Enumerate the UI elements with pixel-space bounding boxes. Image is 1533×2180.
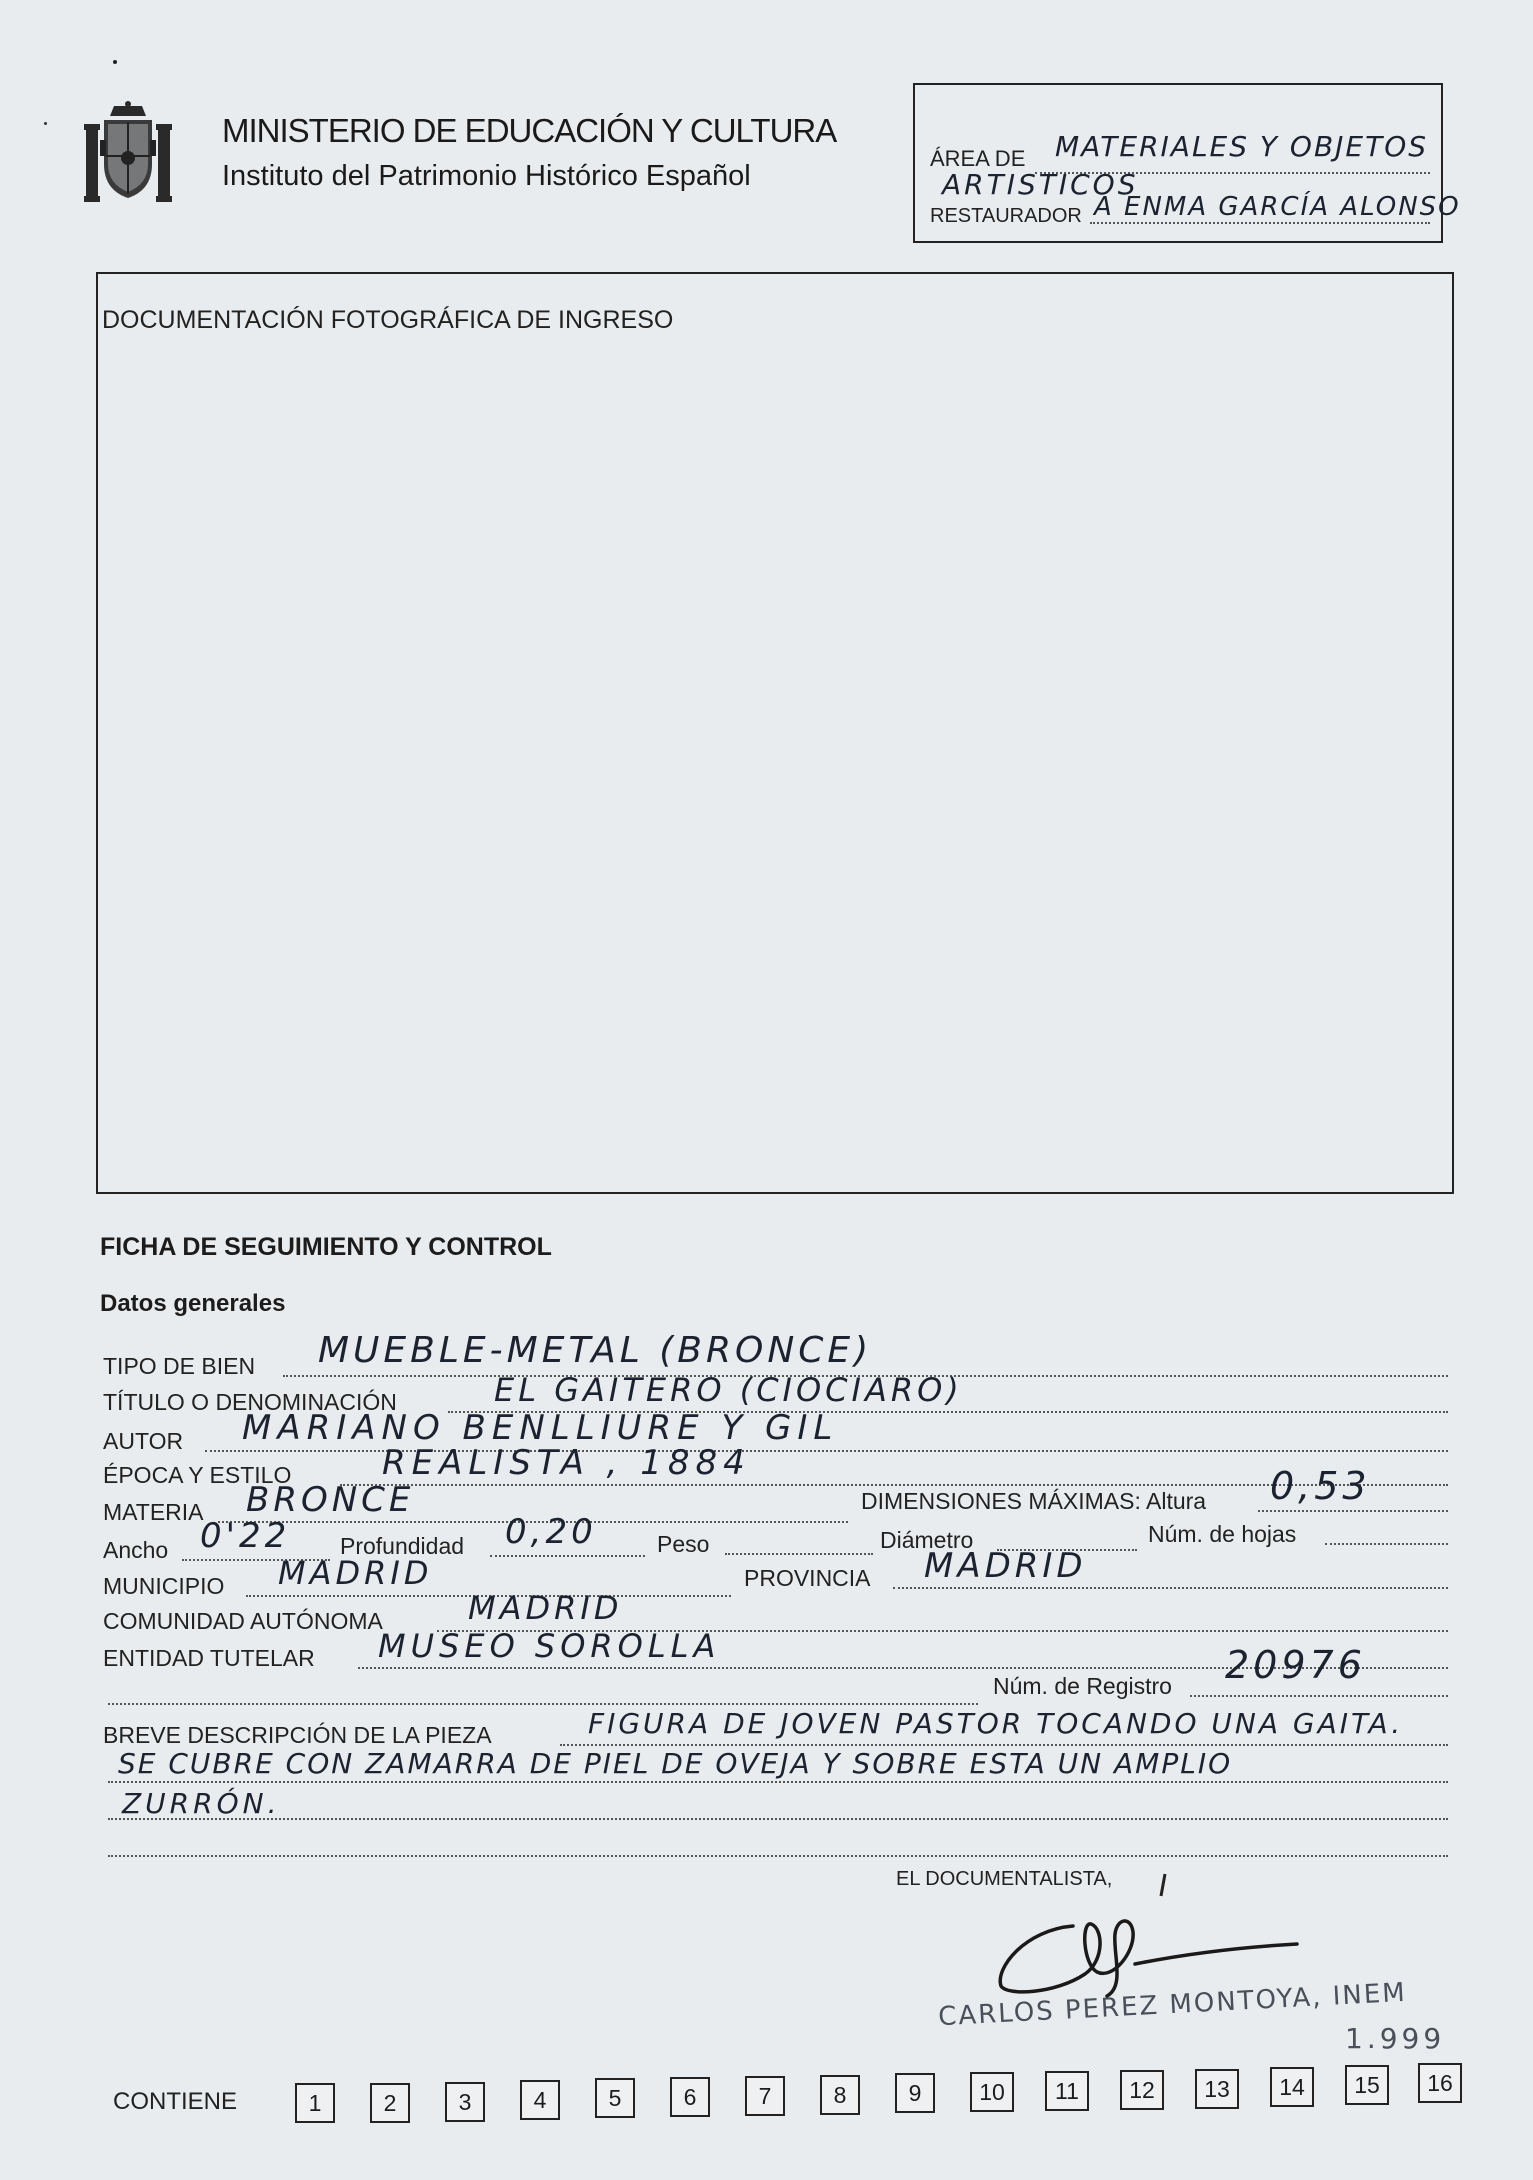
peso-dotted-line [725, 1553, 873, 1555]
altura-value: 0,53 [1270, 1464, 1371, 1508]
descripcion-dotted-line-3 [108, 1818, 1448, 1820]
registro-dotted-line [1190, 1695, 1448, 1697]
ministry-name: MINISTERIO DE EDUCACIÓN Y CULTURA [222, 112, 837, 149]
tipo-label: TIPO DE BIEN [103, 1353, 256, 1379]
contiene-box: 4 [520, 2080, 560, 2120]
contiene-box: 14 [1270, 2067, 1314, 2107]
registro-value: 20976 [1225, 1643, 1366, 1687]
descripcion-dotted-line-4 [108, 1855, 1448, 1857]
descripcion-line-1: FIGURA DE JOVEN PASTOR TOCANDO UNA GAITA. [588, 1707, 1404, 1740]
autor-value: MARIANO BENLLIURE Y GIL [242, 1408, 839, 1448]
municipio-label: MUNICIPIO [103, 1573, 225, 1599]
provincia-label: PROVINCIA [744, 1565, 871, 1591]
autor-label: AUTOR [103, 1428, 184, 1454]
speck-mark [113, 60, 117, 64]
titulo-value: EL GAITERO (CIOCIARO) [494, 1371, 963, 1409]
speck-mark [44, 122, 47, 125]
titulo-label: TÍTULO O DENOMINACIÓN [103, 1389, 397, 1415]
comunidad-value: MADRID [468, 1589, 623, 1627]
restaurador-dotted-line [1090, 222, 1430, 224]
contiene-label: CONTIENE [113, 2088, 238, 2115]
epoca-label: ÉPOCA Y ESTILO [103, 1462, 292, 1488]
contiene-box: 9 [895, 2073, 935, 2113]
restaurador-value: A ENMA GARCÍA ALONSO [1094, 192, 1461, 222]
epoca-value: REALISTA , 1884 [382, 1443, 751, 1483]
diametro-label: Diámetro [880, 1527, 974, 1553]
contiene-box: 15 [1345, 2065, 1389, 2105]
profundidad-value: 0,20 [505, 1512, 597, 1552]
altura-dotted-line [1258, 1510, 1448, 1512]
signature-name-line2: 1.999 [1345, 2022, 1446, 2055]
comunidad-label: COMUNIDAD AUTÓNOMA [103, 1608, 383, 1634]
signature-scribble [985, 1868, 1305, 1998]
materia-value: BRONCE [246, 1480, 415, 1520]
area-value-line2: ARTISTICOS [942, 168, 1139, 201]
contiene-box: 11 [1045, 2071, 1089, 2111]
municipio-value: MADRID [278, 1554, 433, 1592]
contiene-box: 5 [595, 2078, 635, 2118]
contiene-box: 3 [445, 2082, 485, 2122]
signature-label: EL DOCUMENTALISTA, [896, 1868, 1113, 1890]
form-subtitle: Datos generales [100, 1290, 286, 1317]
contiene-box: 1 [295, 2083, 335, 2123]
contiene-box: 6 [670, 2077, 710, 2117]
contiene-box: 7 [745, 2076, 785, 2116]
dimensiones-label: DIMENSIONES MÁXIMAS: Altura [861, 1488, 1207, 1514]
profundidad-dotted-line [490, 1555, 645, 1557]
tipo-value: MUEBLE-METAL (BRONCE) [318, 1330, 873, 1371]
provincia-dotted-line [893, 1587, 1448, 1589]
coat-of-arms-icon [80, 100, 176, 208]
provincia-value: MADRID [924, 1546, 1087, 1586]
contiene-box: 10 [970, 2072, 1014, 2112]
peso-label: Peso [657, 1531, 710, 1557]
signature-name-line1: CARLOS PEREZ MONTOYA, INEM [937, 1977, 1408, 2033]
ancho-value: 0'22 [200, 1516, 291, 1556]
ancho-label: Ancho [103, 1537, 169, 1563]
entidad-label: ENTIDAD TUTELAR [103, 1645, 315, 1671]
area-label: ÁREA DE [930, 146, 1026, 171]
profundidad-label: Profundidad [340, 1533, 465, 1559]
descripcion-line-2: SE CUBRE CON ZAMARRA DE PIEL DE OVEJA Y SOBRE ESTA UN AMPLIO [118, 1747, 1233, 1780]
area-value-line1: MATERIALES Y OBJETOS [1055, 130, 1429, 163]
photo-documentation-box [96, 272, 1454, 1194]
entidad-value: MUSEO SOROLLA [378, 1627, 721, 1665]
institute-name: Instituto del Patrimonio Histórico Español [222, 160, 751, 192]
restaurador-label: RESTAURADOR [930, 205, 1082, 227]
hojas-label: Núm. de hojas [1148, 1521, 1297, 1547]
contiene-box: 13 [1195, 2069, 1239, 2109]
descripcion-line-3: ZURRÓN. [122, 1787, 281, 1820]
registro-label: Núm. de Registro [993, 1673, 1172, 1699]
hojas-dotted-line [1325, 1543, 1448, 1545]
contiene-box: 2 [370, 2083, 410, 2123]
contiene-box: 12 [1120, 2070, 1164, 2110]
registro-blank-dotted-line [108, 1703, 978, 1705]
materia-label: MATERIA [103, 1499, 204, 1525]
descripcion-label: BREVE DESCRIPCIÓN DE LA PIEZA [103, 1722, 492, 1748]
form-title: FICHA DE SEGUIMIENTO Y CONTROL [100, 1233, 552, 1261]
photo-section-title: DOCUMENTACIÓN FOTOGRÁFICA DE INGRESO [102, 306, 674, 334]
contiene-box: 8 [820, 2075, 860, 2115]
contiene-box: 16 [1418, 2063, 1462, 2103]
